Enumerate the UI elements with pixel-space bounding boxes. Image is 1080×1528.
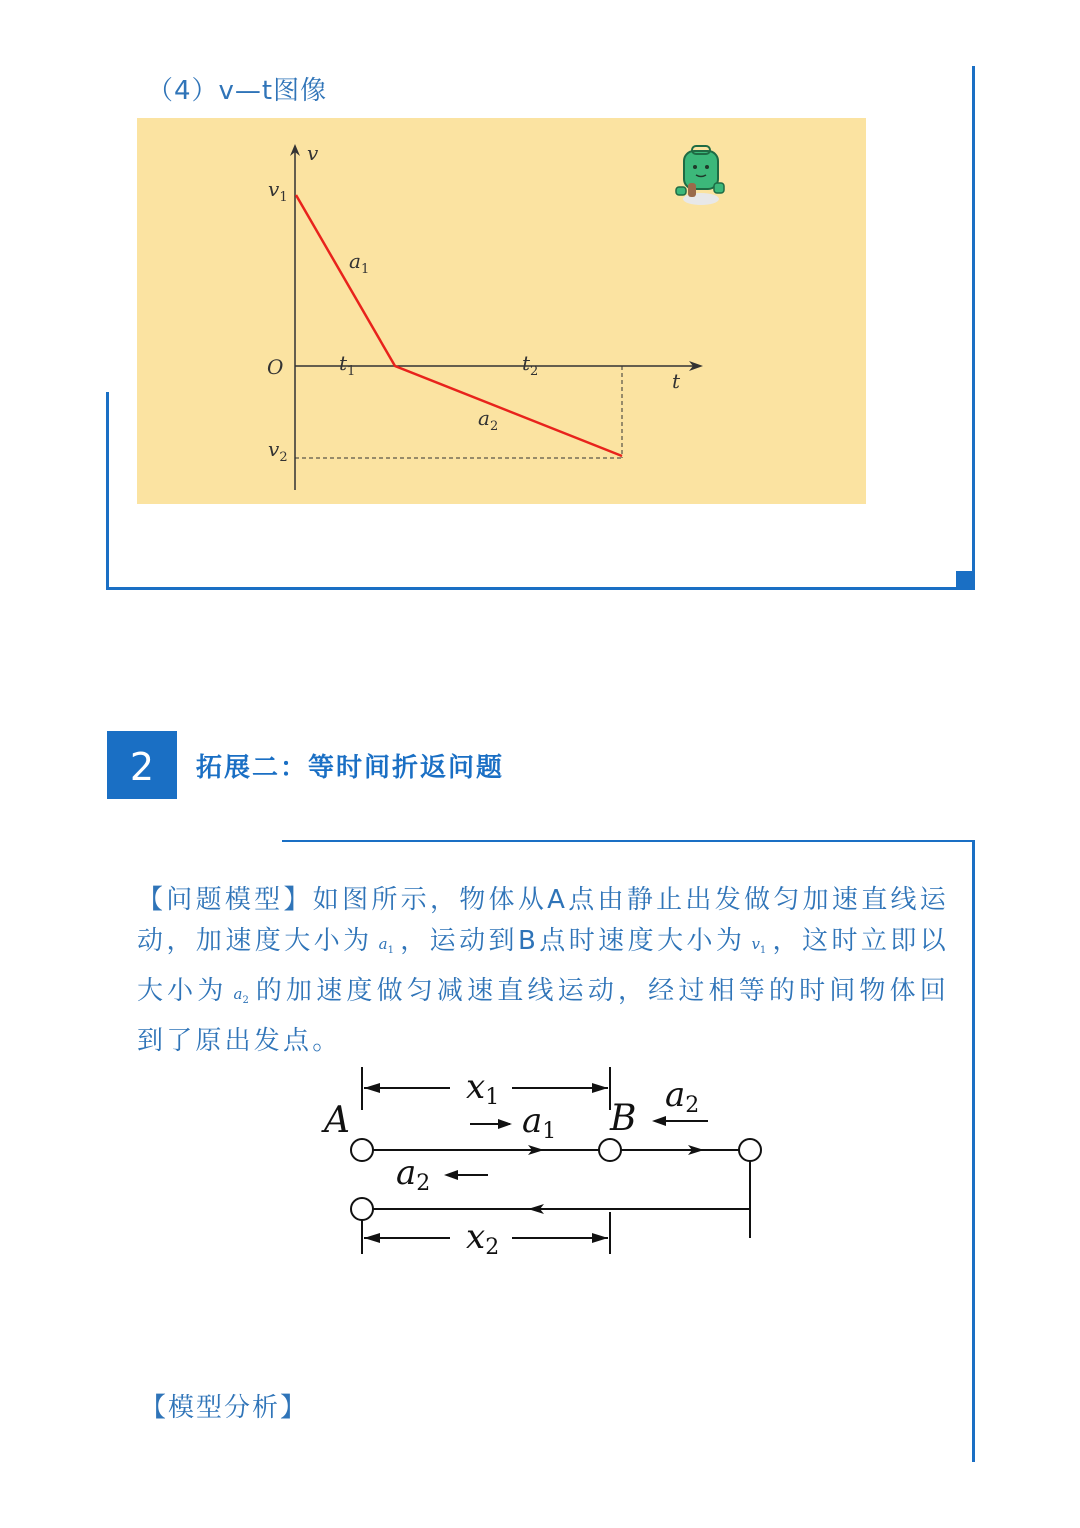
- frame-top-right-vertical: [972, 66, 975, 590]
- frame-corner-square: [956, 571, 975, 590]
- frame-right-vertical: [972, 840, 975, 1462]
- vt-graph: [137, 118, 866, 504]
- a2-bottom-arrow: [444, 1170, 458, 1180]
- x2-label: x2: [466, 1217, 500, 1260]
- a2-bottom-label: a2: [396, 1153, 431, 1196]
- var-v1: $v_1$: [751, 935, 767, 956]
- section-number-badge: 2: [107, 731, 177, 799]
- a1-arrow: [498, 1119, 512, 1129]
- v2-label: $v_2$: [268, 437, 288, 465]
- a1-label: a1: [522, 1101, 557, 1144]
- end-circle-a: [351, 1198, 373, 1220]
- point-a-label: A: [324, 1100, 350, 1141]
- analysis-title: 【模型分析】: [140, 1393, 309, 1423]
- frame-bottom-horizontal: [106, 587, 975, 590]
- velocity-line: [296, 195, 622, 456]
- origin-label: O: [267, 355, 284, 379]
- problem-text-2: ，运动到B点时速度大小为: [399, 926, 746, 956]
- start-circle-a: [351, 1139, 373, 1161]
- section-title: 拓展二：等时间折返问题: [196, 753, 505, 783]
- point-b-label: B: [610, 1098, 637, 1139]
- a2-top-label: a2: [665, 1075, 700, 1118]
- a2-top-arrow: [652, 1116, 666, 1126]
- frame-left-vertical: [106, 392, 109, 590]
- t2-label: $t_2$: [522, 351, 539, 379]
- motion-diagram: [300, 1062, 800, 1262]
- problem-text-4: 的加速度做匀减速直线运动，经过相等的时间物体回到了原出发点。: [137, 976, 949, 1056]
- subsection-title: （4）v—t图像: [147, 76, 328, 106]
- a1-label: $a_1$: [349, 249, 370, 277]
- t1-label: $t_1$: [339, 351, 356, 379]
- problem-paragraph: [137, 880, 949, 1062]
- frame-top-horizontal: [282, 840, 975, 842]
- var-a1: $a_1$: [378, 935, 394, 956]
- t-axis-label: t: [672, 369, 681, 393]
- vt-graph-panel: [137, 118, 866, 504]
- a2-label: $a_2$: [478, 406, 499, 434]
- v-axis-label: v: [307, 141, 319, 165]
- turn-point-circle: [739, 1139, 761, 1161]
- var-a2: $a_2$: [233, 985, 249, 1006]
- x1-label: x1: [466, 1067, 500, 1110]
- problem-text-3: ，这时立即以大小为: [137, 926, 949, 1006]
- point-b-circle: [599, 1139, 621, 1161]
- backpack-mascot-icon: [676, 146, 724, 205]
- problem-text-1: 【问题模型】如图所示，物体从A点由静止出发做匀加速直线运动，加速度大小为: [137, 885, 949, 956]
- v1-label: $v_1$: [268, 177, 288, 205]
